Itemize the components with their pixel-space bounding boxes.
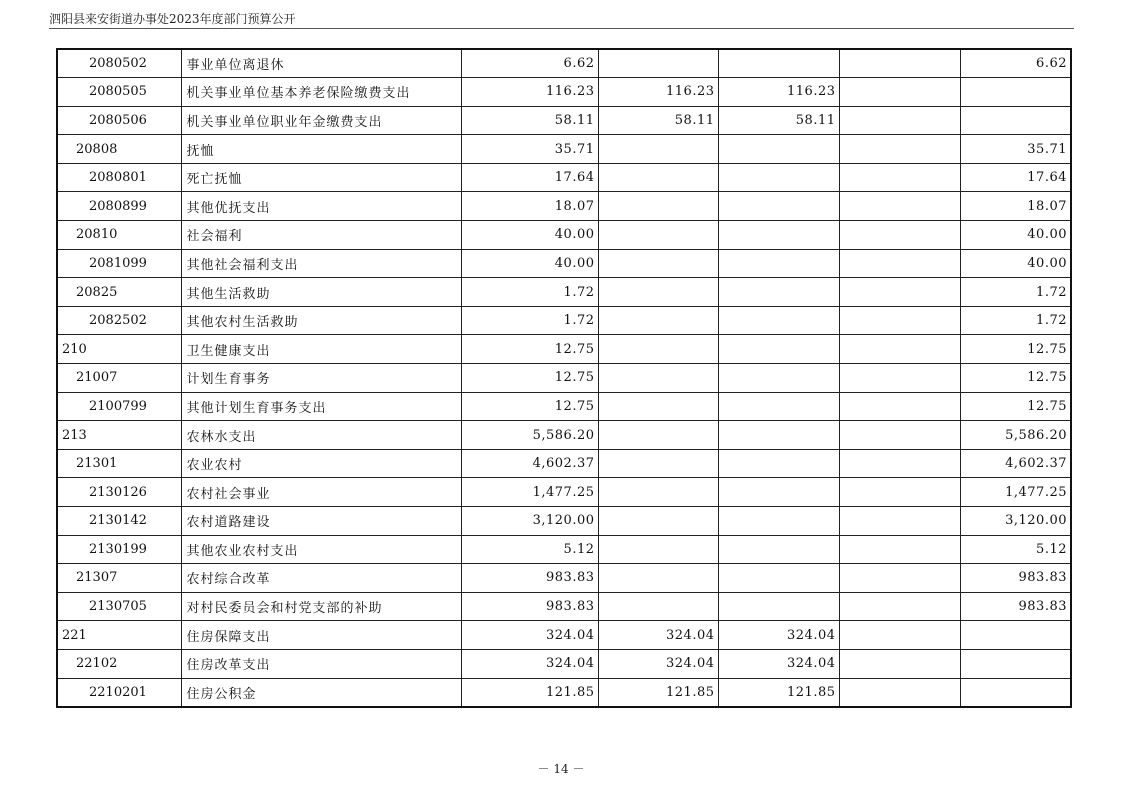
table-row <box>57 78 1071 107</box>
project-expenditure-cell: 4,602.37 <box>960 449 1071 478</box>
project-expenditure-cell: 983.83 <box>960 564 1071 593</box>
budget-table <box>56 48 1072 708</box>
public-expenditure-cell <box>839 249 960 278</box>
subject-name-cell: 机关事业单位基本养老保险缴费支出 <box>181 78 461 107</box>
table-row <box>57 163 1071 192</box>
public-expenditure-cell <box>839 364 960 393</box>
subject-name-cell: 其他农业农村支出 <box>181 535 461 564</box>
subject-code-cell: 2080505 <box>57 78 181 107</box>
basic-expenditure-cell <box>598 249 718 278</box>
subject-code-cell: 2130126 <box>57 478 181 507</box>
table-row <box>57 278 1071 307</box>
total-amount-cell: 1.72 <box>461 306 598 335</box>
subject-name-cell: 其他社会福利支出 <box>181 249 461 278</box>
subject-name-cell: 农村社会事业 <box>181 478 461 507</box>
personnel-expenditure-cell: 324.04 <box>718 649 839 678</box>
subject-code-cell: 21307 <box>57 564 181 593</box>
table-row <box>57 392 1071 421</box>
public-expenditure-cell <box>839 535 960 564</box>
personnel-expenditure-cell <box>718 507 839 536</box>
public-expenditure-cell <box>839 221 960 250</box>
personnel-expenditure-cell <box>718 592 839 621</box>
personnel-expenditure-cell <box>718 392 839 421</box>
subject-code-cell: 20808 <box>57 135 181 164</box>
basic-expenditure-cell <box>598 364 718 393</box>
subject-code-cell: 2210201 <box>57 678 181 707</box>
public-expenditure-cell <box>839 564 960 593</box>
table-row <box>57 478 1071 507</box>
subject-name-cell: 其他计划生育事务支出 <box>181 392 461 421</box>
personnel-expenditure-cell <box>718 478 839 507</box>
subject-name-cell: 住房保障支出 <box>181 621 461 650</box>
subject-code-cell: 213 <box>57 421 181 450</box>
total-amount-cell: 116.23 <box>461 78 598 107</box>
total-amount-cell: 1,477.25 <box>461 478 598 507</box>
personnel-expenditure-cell <box>718 163 839 192</box>
table-row <box>57 535 1071 564</box>
subject-code-cell: 2080801 <box>57 163 181 192</box>
total-amount-cell: 983.83 <box>461 564 598 593</box>
total-amount-cell: 40.00 <box>461 221 598 250</box>
personnel-expenditure-cell <box>718 135 839 164</box>
project-expenditure-cell: 12.75 <box>960 364 1071 393</box>
total-amount-cell: 3,120.00 <box>461 507 598 536</box>
subject-name-cell: 农村道路建设 <box>181 507 461 536</box>
table-row <box>57 621 1071 650</box>
total-amount-cell: 1.72 <box>461 278 598 307</box>
total-amount-cell: 58.11 <box>461 106 598 135</box>
personnel-expenditure-cell <box>718 306 839 335</box>
project-expenditure-cell: 12.75 <box>960 335 1071 364</box>
subject-name-cell: 计划生育事务 <box>181 364 461 393</box>
subject-code-cell: 221 <box>57 621 181 650</box>
project-expenditure-cell: 1.72 <box>960 306 1071 335</box>
subject-code-cell: 2080502 <box>57 49 181 78</box>
subject-name-cell: 抚恤 <box>181 135 461 164</box>
project-expenditure-cell <box>960 621 1071 650</box>
basic-expenditure-cell <box>598 592 718 621</box>
basic-expenditure-cell <box>598 507 718 536</box>
project-expenditure-cell: 983.83 <box>960 592 1071 621</box>
project-expenditure-cell <box>960 106 1071 135</box>
total-amount-cell: 12.75 <box>461 335 598 364</box>
personnel-expenditure-cell <box>718 49 839 78</box>
personnel-expenditure-cell <box>718 221 839 250</box>
basic-expenditure-cell <box>598 535 718 564</box>
public-expenditure-cell <box>839 106 960 135</box>
table-row <box>57 507 1071 536</box>
personnel-expenditure-cell: 121.85 <box>718 678 839 707</box>
subject-code-cell: 22102 <box>57 649 181 678</box>
subject-code-cell: 20810 <box>57 221 181 250</box>
personnel-expenditure-cell <box>718 421 839 450</box>
basic-expenditure-cell <box>598 278 718 307</box>
basic-expenditure-cell <box>598 335 718 364</box>
document-header: 泗阳县来安街道办事处2023年度部门预算公开 <box>49 10 1074 29</box>
personnel-expenditure-cell <box>718 278 839 307</box>
basic-expenditure-cell <box>598 192 718 221</box>
total-amount-cell: 17.64 <box>461 163 598 192</box>
subject-code-cell: 2080506 <box>57 106 181 135</box>
table-row <box>57 49 1071 78</box>
basic-expenditure-cell <box>598 421 718 450</box>
public-expenditure-cell <box>839 335 960 364</box>
table-row <box>57 678 1071 707</box>
personnel-expenditure-cell <box>718 335 839 364</box>
personnel-expenditure-cell: 58.11 <box>718 106 839 135</box>
public-expenditure-cell <box>839 678 960 707</box>
subject-code-cell: 20825 <box>57 278 181 307</box>
total-amount-cell: 324.04 <box>461 649 598 678</box>
total-amount-cell: 5,586.20 <box>461 421 598 450</box>
basic-expenditure-cell: 324.04 <box>598 621 718 650</box>
total-amount-cell: 5.12 <box>461 535 598 564</box>
table-row <box>57 421 1071 450</box>
subject-name-cell: 住房改革支出 <box>181 649 461 678</box>
personnel-expenditure-cell <box>718 564 839 593</box>
total-amount-cell: 6.62 <box>461 49 598 78</box>
personnel-expenditure-cell: 116.23 <box>718 78 839 107</box>
table-row <box>57 649 1071 678</box>
total-amount-cell: 40.00 <box>461 249 598 278</box>
subject-name-cell: 农林水支出 <box>181 421 461 450</box>
subject-code-cell: 2100799 <box>57 392 181 421</box>
public-expenditure-cell <box>839 78 960 107</box>
subject-code-cell: 2130199 <box>57 535 181 564</box>
subject-name-cell: 卫生健康支出 <box>181 335 461 364</box>
basic-expenditure-cell <box>598 449 718 478</box>
subject-code-cell: 2130142 <box>57 507 181 536</box>
total-amount-cell: 121.85 <box>461 678 598 707</box>
basic-expenditure-cell <box>598 221 718 250</box>
subject-name-cell: 对村民委员会和村党支部的补助 <box>181 592 461 621</box>
subject-name-cell: 其他农村生活救助 <box>181 306 461 335</box>
total-amount-cell: 35.71 <box>461 135 598 164</box>
project-expenditure-cell <box>960 649 1071 678</box>
public-expenditure-cell <box>839 449 960 478</box>
project-expenditure-cell: 17.64 <box>960 163 1071 192</box>
basic-expenditure-cell <box>598 135 718 164</box>
subject-code-cell: 2081099 <box>57 249 181 278</box>
public-expenditure-cell <box>839 135 960 164</box>
project-expenditure-cell: 6.62 <box>960 49 1071 78</box>
table-row <box>57 249 1071 278</box>
table-row <box>57 221 1071 250</box>
basic-expenditure-cell <box>598 49 718 78</box>
subject-name-cell: 住房公积金 <box>181 678 461 707</box>
project-expenditure-cell: 40.00 <box>960 249 1071 278</box>
subject-code-cell: 2130705 <box>57 592 181 621</box>
subject-name-cell: 其他生活救助 <box>181 278 461 307</box>
total-amount-cell: 324.04 <box>461 621 598 650</box>
table-row <box>57 106 1071 135</box>
subject-code-cell: 2082502 <box>57 306 181 335</box>
project-expenditure-cell: 1,477.25 <box>960 478 1071 507</box>
subject-code-cell: 210 <box>57 335 181 364</box>
project-expenditure-cell: 1.72 <box>960 278 1071 307</box>
table-row <box>57 364 1071 393</box>
table-row <box>57 564 1071 593</box>
basic-expenditure-cell <box>598 564 718 593</box>
public-expenditure-cell <box>839 421 960 450</box>
table-row <box>57 449 1071 478</box>
table-row <box>57 192 1071 221</box>
basic-expenditure-cell: 324.04 <box>598 649 718 678</box>
project-expenditure-cell: 3,120.00 <box>960 507 1071 536</box>
personnel-expenditure-cell <box>718 364 839 393</box>
budget-table-body <box>57 49 1071 707</box>
personnel-expenditure-cell <box>718 192 839 221</box>
subject-code-cell: 2080899 <box>57 192 181 221</box>
basic-expenditure-cell: 121.85 <box>598 678 718 707</box>
subject-name-cell: 社会福利 <box>181 221 461 250</box>
basic-expenditure-cell <box>598 478 718 507</box>
total-amount-cell: 983.83 <box>461 592 598 621</box>
project-expenditure-cell: 5,586.20 <box>960 421 1071 450</box>
public-expenditure-cell <box>839 478 960 507</box>
public-expenditure-cell <box>839 592 960 621</box>
personnel-expenditure-cell <box>718 535 839 564</box>
public-expenditure-cell <box>839 192 960 221</box>
public-expenditure-cell <box>839 49 960 78</box>
public-expenditure-cell <box>839 507 960 536</box>
page-number: － 14 － <box>537 762 585 776</box>
personnel-expenditure-cell <box>718 249 839 278</box>
project-expenditure-cell: 35.71 <box>960 135 1071 164</box>
public-expenditure-cell <box>839 163 960 192</box>
public-expenditure-cell <box>839 621 960 650</box>
basic-expenditure-cell <box>598 163 718 192</box>
project-expenditure-cell: 12.75 <box>960 392 1071 421</box>
total-amount-cell: 12.75 <box>461 364 598 393</box>
table-row <box>57 592 1071 621</box>
total-amount-cell: 18.07 <box>461 192 598 221</box>
basic-expenditure-cell <box>598 392 718 421</box>
total-amount-cell: 12.75 <box>461 392 598 421</box>
project-expenditure-cell: 5.12 <box>960 535 1071 564</box>
public-expenditure-cell <box>839 649 960 678</box>
subject-code-cell: 21301 <box>57 449 181 478</box>
subject-code-cell: 21007 <box>57 364 181 393</box>
table-row <box>57 335 1071 364</box>
subject-name-cell: 机关事业单位职业年金缴费支出 <box>181 106 461 135</box>
project-expenditure-cell <box>960 78 1071 107</box>
personnel-expenditure-cell: 324.04 <box>718 621 839 650</box>
public-expenditure-cell <box>839 392 960 421</box>
subject-name-cell: 其他优抚支出 <box>181 192 461 221</box>
table-row <box>57 306 1071 335</box>
subject-name-cell: 事业单位离退休 <box>181 49 461 78</box>
subject-name-cell: 农村综合改革 <box>181 564 461 593</box>
personnel-expenditure-cell <box>718 449 839 478</box>
basic-expenditure-cell: 58.11 <box>598 106 718 135</box>
basic-expenditure-cell <box>598 306 718 335</box>
subject-name-cell: 农业农村 <box>181 449 461 478</box>
table-row <box>57 135 1071 164</box>
project-expenditure-cell: 18.07 <box>960 192 1071 221</box>
public-expenditure-cell <box>839 278 960 307</box>
project-expenditure-cell <box>960 678 1071 707</box>
public-expenditure-cell <box>839 306 960 335</box>
subject-name-cell: 死亡抚恤 <box>181 163 461 192</box>
project-expenditure-cell: 40.00 <box>960 221 1071 250</box>
basic-expenditure-cell: 116.23 <box>598 78 718 107</box>
total-amount-cell: 4,602.37 <box>461 449 598 478</box>
